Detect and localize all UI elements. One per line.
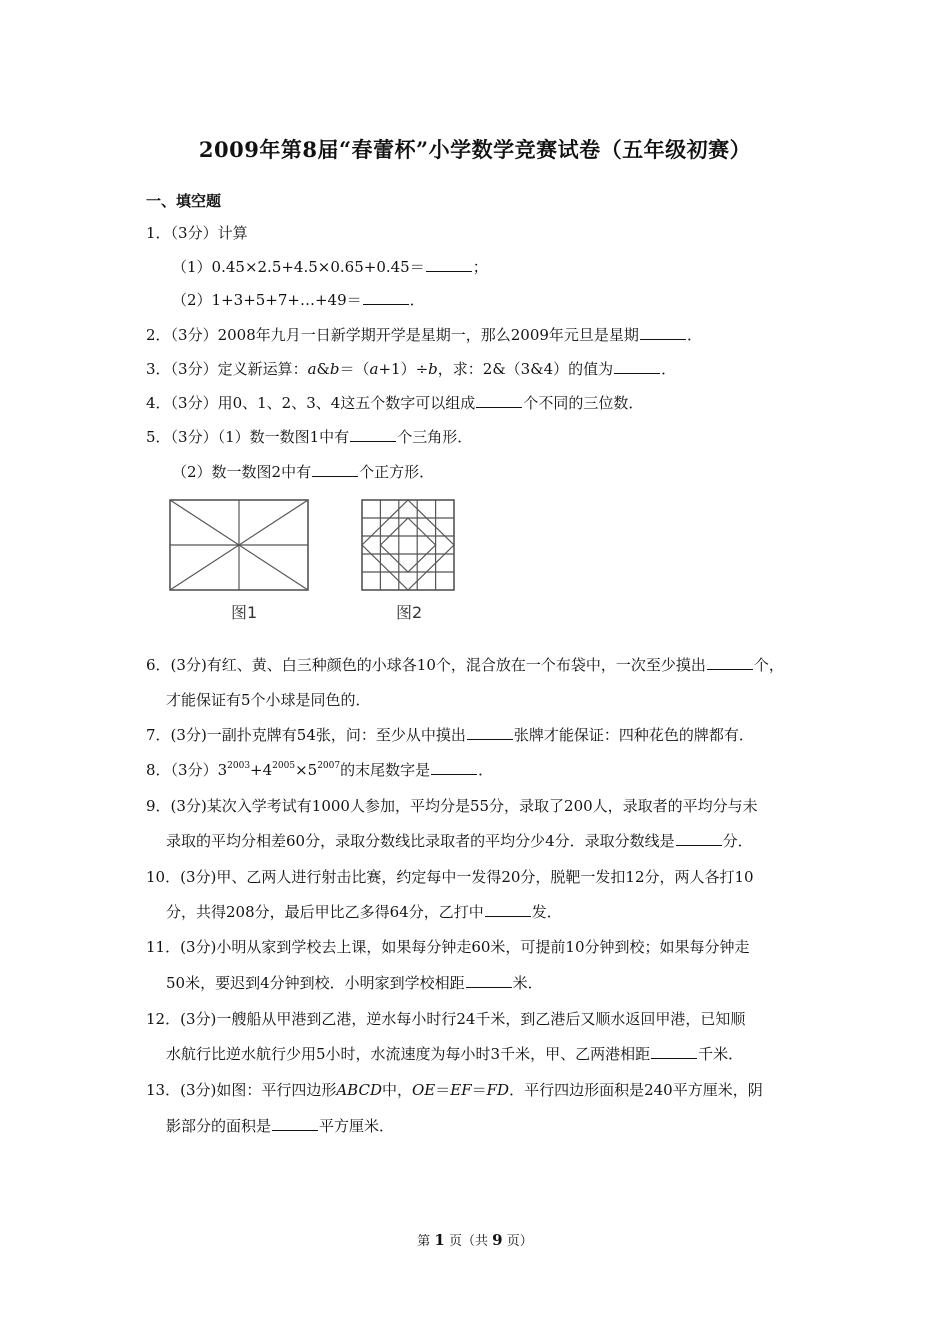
answer-blank [426, 257, 472, 272]
question-3 [146, 358, 676, 380]
question-text: 个三角形． [397, 428, 473, 446]
question-13-cont [166, 1115, 394, 1137]
question-text: 3．（3分）定义新运算： [146, 360, 308, 378]
question-9-cont [166, 830, 753, 852]
question-8 [146, 759, 493, 781]
question-text: 6．(3分)有红、黄、白三种颜色的小球各10个，混合放在一个布袋中，一次至少摸出 [146, 656, 706, 674]
question-text: ； [472, 258, 488, 276]
question-6 [146, 654, 784, 676]
question-9: 9．(3分)某次入学考试有1000人参加，平均分是55分，录取了200人，录取者的平均分与未 [146, 797, 758, 815]
question-text: ＝（ [339, 360, 370, 378]
answer-blank [614, 359, 660, 374]
question-text: 中， [381, 1081, 412, 1099]
question-text: 分． [722, 832, 753, 850]
question-text: ×5 [295, 761, 318, 779]
var-b: b [329, 360, 340, 378]
question-text: 影部分的面积是 [166, 1117, 272, 1135]
question-text: ． [686, 326, 702, 344]
exponent: 2005 [272, 761, 296, 771]
answer-blank [272, 1116, 318, 1131]
question-12: 12．(3分)一艘船从甲港到乙港，逆水每小时行24千米，到乙港后又顺水返回甲港，已知顺 [146, 1010, 746, 1028]
var-a: a [307, 360, 317, 378]
page-number: 1 [434, 1231, 445, 1249]
figure-2-outer-square [362, 500, 454, 590]
footer-text: 页） [502, 1234, 533, 1249]
question-text: （2）1+3+5+7+…+49＝ [172, 291, 362, 309]
question-4 [146, 392, 643, 414]
question-6-cont: 才能保证有5个小球是同色的． [166, 691, 371, 709]
footer-text: 页（共 [444, 1234, 493, 1249]
exponent: 2007 [317, 761, 341, 771]
footer-text: 第 [417, 1234, 435, 1249]
question-text: ，求：2&（3&4）的值为 [437, 360, 614, 378]
question-text: 个， [753, 656, 784, 674]
question-12-cont [166, 1043, 743, 1065]
question-text: ＝ [471, 1081, 487, 1099]
question-1-part-1 [172, 256, 488, 278]
question-text: ．平行四边形面积是240平方厘米，阴 [509, 1081, 763, 1099]
answer-blank [467, 725, 513, 740]
page-total: 9 [492, 1231, 503, 1249]
page-footer [0, 1230, 950, 1249]
question-text: （2）数一数图2中有 [172, 463, 312, 481]
question-1: 1．（3分）计算 [146, 224, 248, 242]
answer-blank [676, 831, 722, 846]
answer-blank [476, 393, 522, 408]
question-13 [146, 1079, 763, 1101]
figure-2-diagram [360, 498, 458, 594]
question-text: 米． [512, 974, 543, 992]
exponent: 2003 [227, 761, 251, 771]
figure-1-diagram [168, 498, 312, 594]
question-text: 7．(3分)一副扑克牌有54张，问：至少从中摸出 [146, 726, 466, 744]
answer-blank [485, 902, 531, 917]
question-text: ． [478, 761, 494, 779]
question-text: 张牌才能保证：四种花色的牌都有． [513, 726, 754, 744]
answer-blank [363, 290, 409, 305]
var-b: b [428, 360, 438, 378]
var-fd: FD [486, 1081, 510, 1099]
question-5 [146, 426, 472, 448]
question-5-part-2 [172, 461, 434, 483]
answer-blank [466, 973, 512, 988]
question-text: 的末尾数字是 [340, 761, 431, 779]
question-text: +1）÷ [378, 360, 429, 378]
question-text: 5．（3分）（1）数一数图1中有 [146, 428, 350, 446]
question-text: ． [409, 291, 425, 309]
answer-blank [651, 1044, 697, 1059]
question-text: 分，共得208分，最后甲比乙多得64分，乙打中 [166, 903, 484, 921]
page-title: 2009年第8届“春蕾杯”小学数学竞赛试卷（五年级初赛） [198, 137, 752, 162]
answer-blank [312, 462, 358, 477]
question-text: & [316, 360, 330, 378]
question-text: 2．（3分）2008年九月一日新学期开学是星期一，那么2009年元旦是星期 [146, 326, 639, 344]
figure-2-diamond [362, 500, 454, 590]
question-text: 录取的平均分相差60分，录取分数线比录取者的平均分少4分．录取分数线是 [166, 832, 675, 850]
answer-blank [350, 427, 396, 442]
question-text: ＝ [435, 1081, 451, 1099]
answer-blank [431, 760, 477, 775]
question-11-cont [166, 972, 543, 994]
question-text: 50米，要迟到4分钟到校．小明家到学校相距 [166, 974, 465, 992]
question-11: 11．(3分)小明从家到学校去上课，如果每分钟走60米，可提前10分钟到校；如果每分钟走 [146, 938, 750, 956]
question-2 [146, 324, 702, 346]
question-text: 平方厘米． [319, 1117, 395, 1135]
question-text: 8．（3分）3 [146, 761, 228, 779]
figure-1-caption: 图1 [231, 603, 258, 622]
question-text: 13．(3分)如图：平行四边形 [146, 1081, 337, 1099]
question-text: 4．（3分）用0、1、2、3、4这五个数字可以组成 [146, 394, 476, 412]
question-text: ． [661, 360, 677, 378]
var-a: a [369, 360, 379, 378]
question-text: 发． [531, 903, 562, 921]
question-text: 个不同的三位数． [523, 394, 644, 412]
answer-blank [707, 655, 753, 670]
question-text: 个正方形． [359, 463, 435, 481]
question-text: 千米． [698, 1045, 744, 1063]
figure-2-diamond [380, 518, 435, 572]
question-text: （1）0.45×2.5+4.5×0.65+0.45＝ [172, 258, 425, 276]
question-10-cont [166, 901, 562, 923]
figure-2-caption: 图2 [396, 603, 423, 622]
question-7 [146, 724, 754, 746]
var-ef: EF [450, 1081, 472, 1099]
question-10: 10．(3分)甲、乙两人进行射击比赛，约定每中一发得20分，脱靶一发扣12分，两人各打10 [146, 868, 754, 886]
answer-blank [640, 325, 686, 340]
section-heading: 一、填空题 [146, 192, 222, 210]
var-abcd: ABCD [336, 1081, 382, 1099]
question-1-part-2 [172, 289, 425, 311]
question-text: 水航行比逆水航行少用5小时，水流速度为每小时3千米，甲、乙两港相距 [166, 1045, 651, 1063]
var-oe: OE [412, 1081, 436, 1099]
question-text: +4 [250, 761, 273, 779]
